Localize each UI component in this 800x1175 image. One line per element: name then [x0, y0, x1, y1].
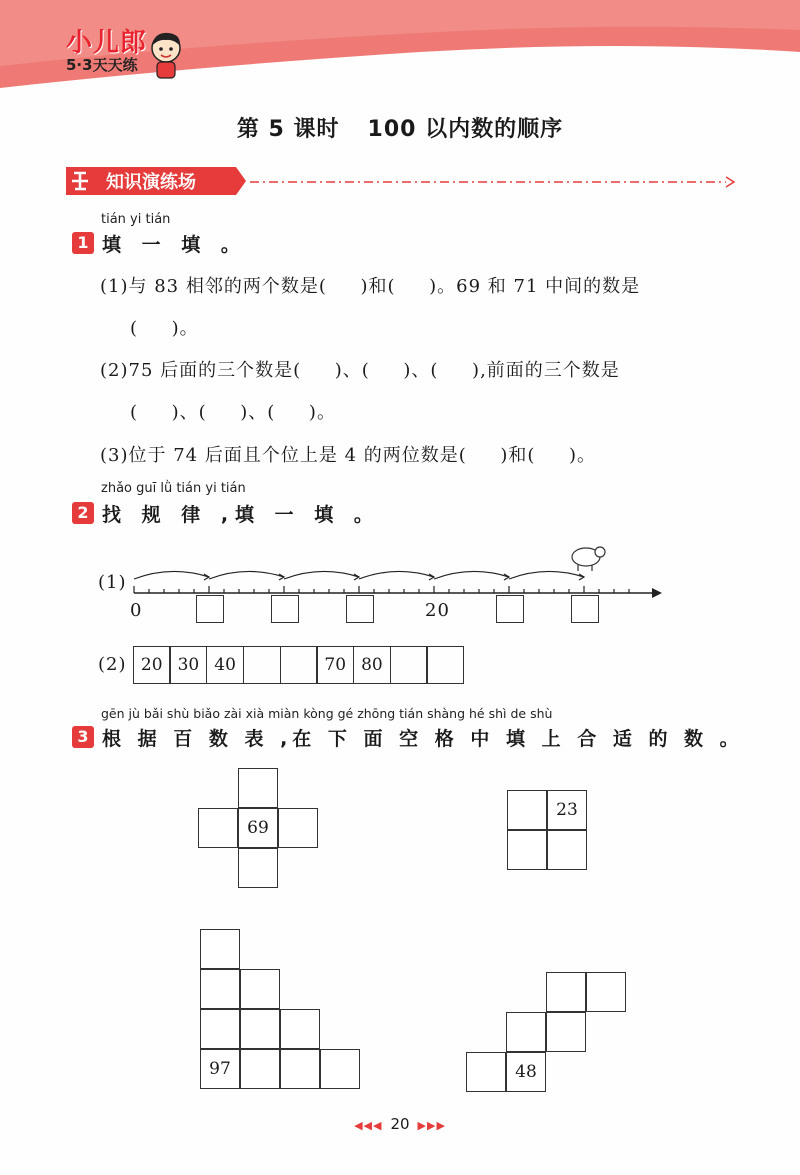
q3-number: 3: [72, 726, 94, 748]
q2-part2-label: (2): [98, 654, 127, 675]
section-label: 知识演练场: [106, 172, 196, 193]
grid-cell: 69: [238, 808, 278, 848]
square-grid: [507, 790, 587, 870]
q2-pinyin: zhǎo guī lǜ tián yi tián: [101, 481, 246, 496]
page-footer: [0, 1115, 800, 1133]
number-cell: 30: [169, 646, 207, 684]
q2-number: 2: [72, 502, 94, 524]
q1-pinyin: tián yi tián: [101, 212, 171, 227]
right-arrows-icon: ▶▶▶: [417, 1119, 446, 1132]
grid-cell: 23: [547, 790, 587, 830]
grid-cell: 48: [506, 1052, 546, 1092]
lesson-topic: 100 以内数的顺序: [367, 117, 564, 142]
grid-cell[interactable]: [586, 972, 626, 1012]
grid-cell[interactable]: [238, 768, 278, 808]
grid-cell[interactable]: [546, 972, 586, 1012]
number-cell[interactable]: [426, 646, 464, 684]
sheep-icon: [572, 547, 605, 571]
q2-answer-box-5[interactable]: [571, 595, 599, 623]
q2-title: 找 规 律 ,填 一 填 。: [102, 504, 380, 526]
q3-pinyin: gēn jù bǎi shù biǎo zài xià miàn kòng gé zhōng tián shàng hé shì de shù: [101, 706, 553, 721]
grid-cell[interactable]: [466, 1052, 506, 1092]
q1-line-1: (1)与 83 相邻的两个数是( )和( )。69 和 71 中间的数是: [100, 276, 641, 297]
number-cell: 70: [316, 646, 354, 684]
lesson-title: [0, 112, 800, 143]
q1-line-4: ( )、( )、( )。: [130, 402, 336, 423]
grid-cell[interactable]: [507, 830, 547, 870]
grid-cell[interactable]: [280, 1049, 320, 1089]
left-arrows-icon: ◀◀◀: [354, 1119, 383, 1132]
staircase-grid-right: [466, 972, 626, 1092]
q2-answer-box-4[interactable]: [496, 595, 524, 623]
section-divider: [250, 176, 735, 188]
grid-cell[interactable]: [546, 1012, 586, 1052]
q1-line-5: (3)位于 74 后面且个位上是 4 的两位数是( )和( )。: [100, 445, 597, 466]
q2-number-row: [134, 646, 464, 684]
grid-cell[interactable]: [280, 1009, 320, 1049]
q2-label-twenty: 20: [425, 600, 450, 621]
grid-cell[interactable]: [240, 1049, 280, 1089]
grid-cell[interactable]: [320, 1049, 360, 1089]
grid-cell[interactable]: [200, 969, 240, 1009]
grid-cell[interactable]: [547, 830, 587, 870]
grid-cell[interactable]: [198, 808, 238, 848]
brand-subtitle: 5·3天天练: [66, 56, 138, 74]
number-cell[interactable]: [243, 646, 281, 684]
q3-title: 根 据 百 数 表 ,在 下 面 空 格 中 填 上 合 适 的 数 。: [102, 728, 744, 750]
number-cell: 80: [353, 646, 391, 684]
q2-label-zero: 0: [130, 600, 143, 621]
grid-cell[interactable]: [507, 790, 547, 830]
mascot-icon: [148, 30, 184, 80]
q2-answer-box-3[interactable]: [346, 595, 374, 623]
q1-number: 1: [72, 232, 94, 254]
brand-logo: 小儿郎: [66, 28, 148, 58]
cross-grid: [198, 768, 318, 888]
grid-cell[interactable]: [238, 848, 278, 888]
staircase-grid-left: [200, 929, 360, 1089]
number-cell: 40: [206, 646, 244, 684]
grid-cell[interactable]: [240, 1009, 280, 1049]
number-cell[interactable]: [390, 646, 428, 684]
lesson-number: 第 5 课时: [236, 117, 340, 142]
number-cell[interactable]: [280, 646, 318, 684]
grid-cell: 97: [200, 1049, 240, 1089]
q1-title: 填 一 填 。: [102, 234, 247, 256]
grid-cell[interactable]: [506, 1012, 546, 1052]
number-cell: 20: [133, 646, 171, 684]
q1-line-3: (2)75 后面的三个数是( )、( )、( ),前面的三个数是: [100, 360, 620, 381]
grid-cell[interactable]: [200, 929, 240, 969]
q1-line-2: ( )。: [130, 318, 199, 339]
q2-answer-box-2[interactable]: [271, 595, 299, 623]
q2-answer-box-1[interactable]: [196, 595, 224, 623]
q2-part1-label: (1): [98, 572, 127, 593]
grid-cell[interactable]: [200, 1009, 240, 1049]
page-number: 20: [390, 1115, 410, 1133]
grid-cell[interactable]: [240, 969, 280, 1009]
grid-cell[interactable]: [278, 808, 318, 848]
